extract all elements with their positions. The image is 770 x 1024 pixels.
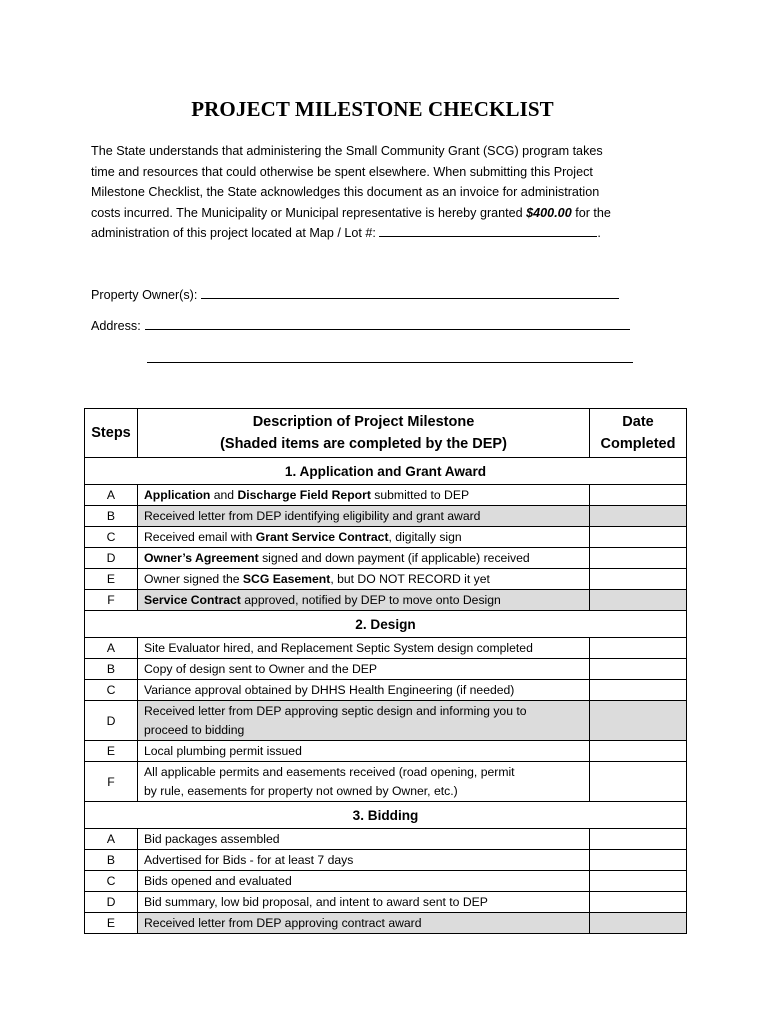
intro-text: costs incurred. The Municipality or Municipal representative is hereby granted xyxy=(91,205,527,220)
milestone-description xyxy=(138,590,590,611)
description-line: All applicable permits and easements received (road opening, permit xyxy=(144,764,515,779)
step-letter: A xyxy=(85,829,138,850)
date-completed-cell[interactable] xyxy=(590,506,687,527)
description-text: signed and down payment (if applicable) received xyxy=(258,550,530,565)
address-field[interactable] xyxy=(145,317,630,330)
description-line: proceed to bidding xyxy=(144,722,245,737)
step-letter: E xyxy=(85,569,138,590)
step-letter: C xyxy=(85,871,138,892)
milestone-description xyxy=(138,871,590,892)
date-completed-cell[interactable] xyxy=(590,548,687,569)
milestone-description xyxy=(138,527,590,548)
date-header-line1: Date xyxy=(622,414,654,430)
date-completed-cell[interactable] xyxy=(590,892,687,913)
table-row xyxy=(85,527,687,548)
table-row xyxy=(85,590,687,611)
date-header-line2: Completed xyxy=(600,436,676,452)
description-text: , digitally sign xyxy=(388,529,462,544)
milestone-table-body xyxy=(85,458,687,934)
date-completed-cell[interactable] xyxy=(590,569,687,590)
section-header-row xyxy=(85,458,687,485)
date-completed-cell[interactable] xyxy=(590,527,687,548)
milestone-table xyxy=(84,408,687,934)
milestone-description xyxy=(138,913,590,934)
description-header xyxy=(138,409,590,458)
description-text: Variance approval obtained by DHHS Health Engineering (if needed) xyxy=(144,682,515,697)
description-text: Bid summary, low bid proposal, and intent to award sent to DEP xyxy=(144,894,488,909)
table-row xyxy=(85,485,687,506)
date-completed-cell[interactable] xyxy=(590,485,687,506)
map-lot-field[interactable] xyxy=(379,224,597,237)
step-letter: F xyxy=(85,590,138,611)
description-text: Received email with xyxy=(144,529,256,544)
description-header-line1: Description of Project Milestone xyxy=(252,414,475,430)
description-text: Received letter from DEP identifying eligibility and grant award xyxy=(144,508,481,523)
milestone-description xyxy=(138,829,590,850)
table-row xyxy=(85,871,687,892)
description-text: Received letter from DEP approving contract award xyxy=(144,915,422,930)
intro-line xyxy=(91,203,691,224)
milestone-description xyxy=(138,701,590,741)
table-row xyxy=(85,741,687,762)
description-text: Owner signed the xyxy=(144,571,243,586)
intro-text: for the xyxy=(571,205,611,220)
address-field-line2[interactable] xyxy=(147,362,633,363)
table-row xyxy=(85,850,687,871)
table-row xyxy=(85,913,687,934)
table-row xyxy=(85,680,687,701)
milestone-description xyxy=(138,659,590,680)
intro-line: The State understands that administering the Small Community Grant (SCG) program takes xyxy=(91,144,603,158)
milestone-description xyxy=(138,548,590,569)
table-row xyxy=(85,548,687,569)
description-text: Copy of design sent to Owner and the DEP xyxy=(144,661,378,676)
description-bold-text: SCG Easement xyxy=(242,571,331,586)
step-letter: D xyxy=(85,701,138,741)
table-row xyxy=(85,762,687,802)
intro-paragraph xyxy=(91,141,691,244)
intro-line xyxy=(91,223,691,244)
step-letter: F xyxy=(85,762,138,802)
description-text: Site Evaluator hired, and Replacement Septic System design completed xyxy=(144,640,533,655)
section-header-row xyxy=(85,611,687,638)
table-row xyxy=(85,892,687,913)
intro-text: . xyxy=(597,226,601,240)
description-header-line2: (Shaded items are completed by the DEP) xyxy=(220,436,507,452)
table-row xyxy=(85,829,687,850)
date-completed-cell[interactable] xyxy=(590,659,687,680)
table-row xyxy=(85,569,687,590)
date-completed-cell[interactable] xyxy=(590,829,687,850)
description-bold-text: Owner’s Agreement xyxy=(144,550,259,565)
milestone-description xyxy=(138,638,590,659)
step-letter: D xyxy=(85,548,138,569)
address-label: Address: xyxy=(91,319,141,333)
step-letter: C xyxy=(85,527,138,548)
date-completed-cell[interactable] xyxy=(590,741,687,762)
description-text: and xyxy=(210,487,238,502)
description-line: Received letter from DEP approving septic design and informing you to xyxy=(144,703,527,718)
section-header-row xyxy=(85,802,687,829)
step-letter: D xyxy=(85,892,138,913)
milestone-description xyxy=(138,506,590,527)
milestone-description xyxy=(138,762,590,802)
page-title: PROJECT MILESTONE CHECKLIST xyxy=(191,97,554,121)
table-row xyxy=(85,506,687,527)
step-letter: A xyxy=(85,485,138,506)
table-row xyxy=(85,701,687,741)
milestone-description xyxy=(138,680,590,701)
property-owner-field[interactable] xyxy=(201,286,619,299)
milestone-description xyxy=(138,892,590,913)
description-text: , but DO NOT RECORD it yet xyxy=(330,571,490,586)
step-letter: B xyxy=(85,659,138,680)
date-completed-cell[interactable] xyxy=(590,871,687,892)
step-letter: E xyxy=(85,913,138,934)
date-completed-cell[interactable] xyxy=(590,701,687,741)
description-text: Local plumbing permit issued xyxy=(144,743,302,758)
table-row xyxy=(85,638,687,659)
intro-line: time and resources that could otherwise be spent elsewhere. When submitting this Project xyxy=(91,164,593,179)
address-row xyxy=(91,317,630,333)
description-text: Bids opened and evaluated xyxy=(144,873,292,888)
date-header xyxy=(590,409,687,458)
step-letter: C xyxy=(85,680,138,701)
section-title: 3. Bidding xyxy=(85,802,687,829)
intro-line: Milestone Checklist, the State acknowledges this document as an invoice for administration xyxy=(91,185,600,199)
milestone-description xyxy=(138,569,590,590)
grant-amount: $400.00 xyxy=(526,205,572,220)
milestone-description xyxy=(138,741,590,762)
description-text: approved, notified by DEP to move onto Design xyxy=(240,592,501,607)
intro-text: administration of this project located at Map / Lot #: xyxy=(91,226,380,240)
milestone-description xyxy=(138,485,590,506)
step-letter: B xyxy=(85,850,138,871)
property-owner-label: Property Owner(s): xyxy=(91,288,198,302)
property-owner-row xyxy=(91,286,619,302)
description-text: submitted to DEP xyxy=(370,487,470,502)
section-title: 2. Design xyxy=(85,611,687,638)
date-completed-cell[interactable] xyxy=(590,680,687,701)
description-line: by rule, easements for property not owned by Owner, etc.) xyxy=(144,783,458,798)
step-letter: B xyxy=(85,506,138,527)
step-letter: E xyxy=(85,741,138,762)
steps-header: Steps xyxy=(85,409,138,458)
description-text: Advertised for Bids - for at least 7 days xyxy=(144,852,354,867)
section-title: 1. Application and Grant Award xyxy=(85,458,687,485)
date-completed-cell[interactable] xyxy=(590,590,687,611)
step-letter: A xyxy=(85,638,138,659)
description-bold-text: Service Contract xyxy=(144,592,241,607)
description-bold-text: Application xyxy=(144,487,211,502)
milestone-description xyxy=(138,850,590,871)
date-completed-cell[interactable] xyxy=(590,762,687,802)
description-bold-text: Grant Service Contract xyxy=(255,529,389,544)
description-text: Bid packages assembled xyxy=(144,831,280,846)
date-completed-cell[interactable] xyxy=(590,913,687,934)
date-completed-cell[interactable] xyxy=(590,850,687,871)
description-bold-text: Discharge Field Report xyxy=(237,487,371,502)
date-completed-cell[interactable] xyxy=(590,638,687,659)
table-header-row xyxy=(85,409,687,458)
table-row xyxy=(85,659,687,680)
